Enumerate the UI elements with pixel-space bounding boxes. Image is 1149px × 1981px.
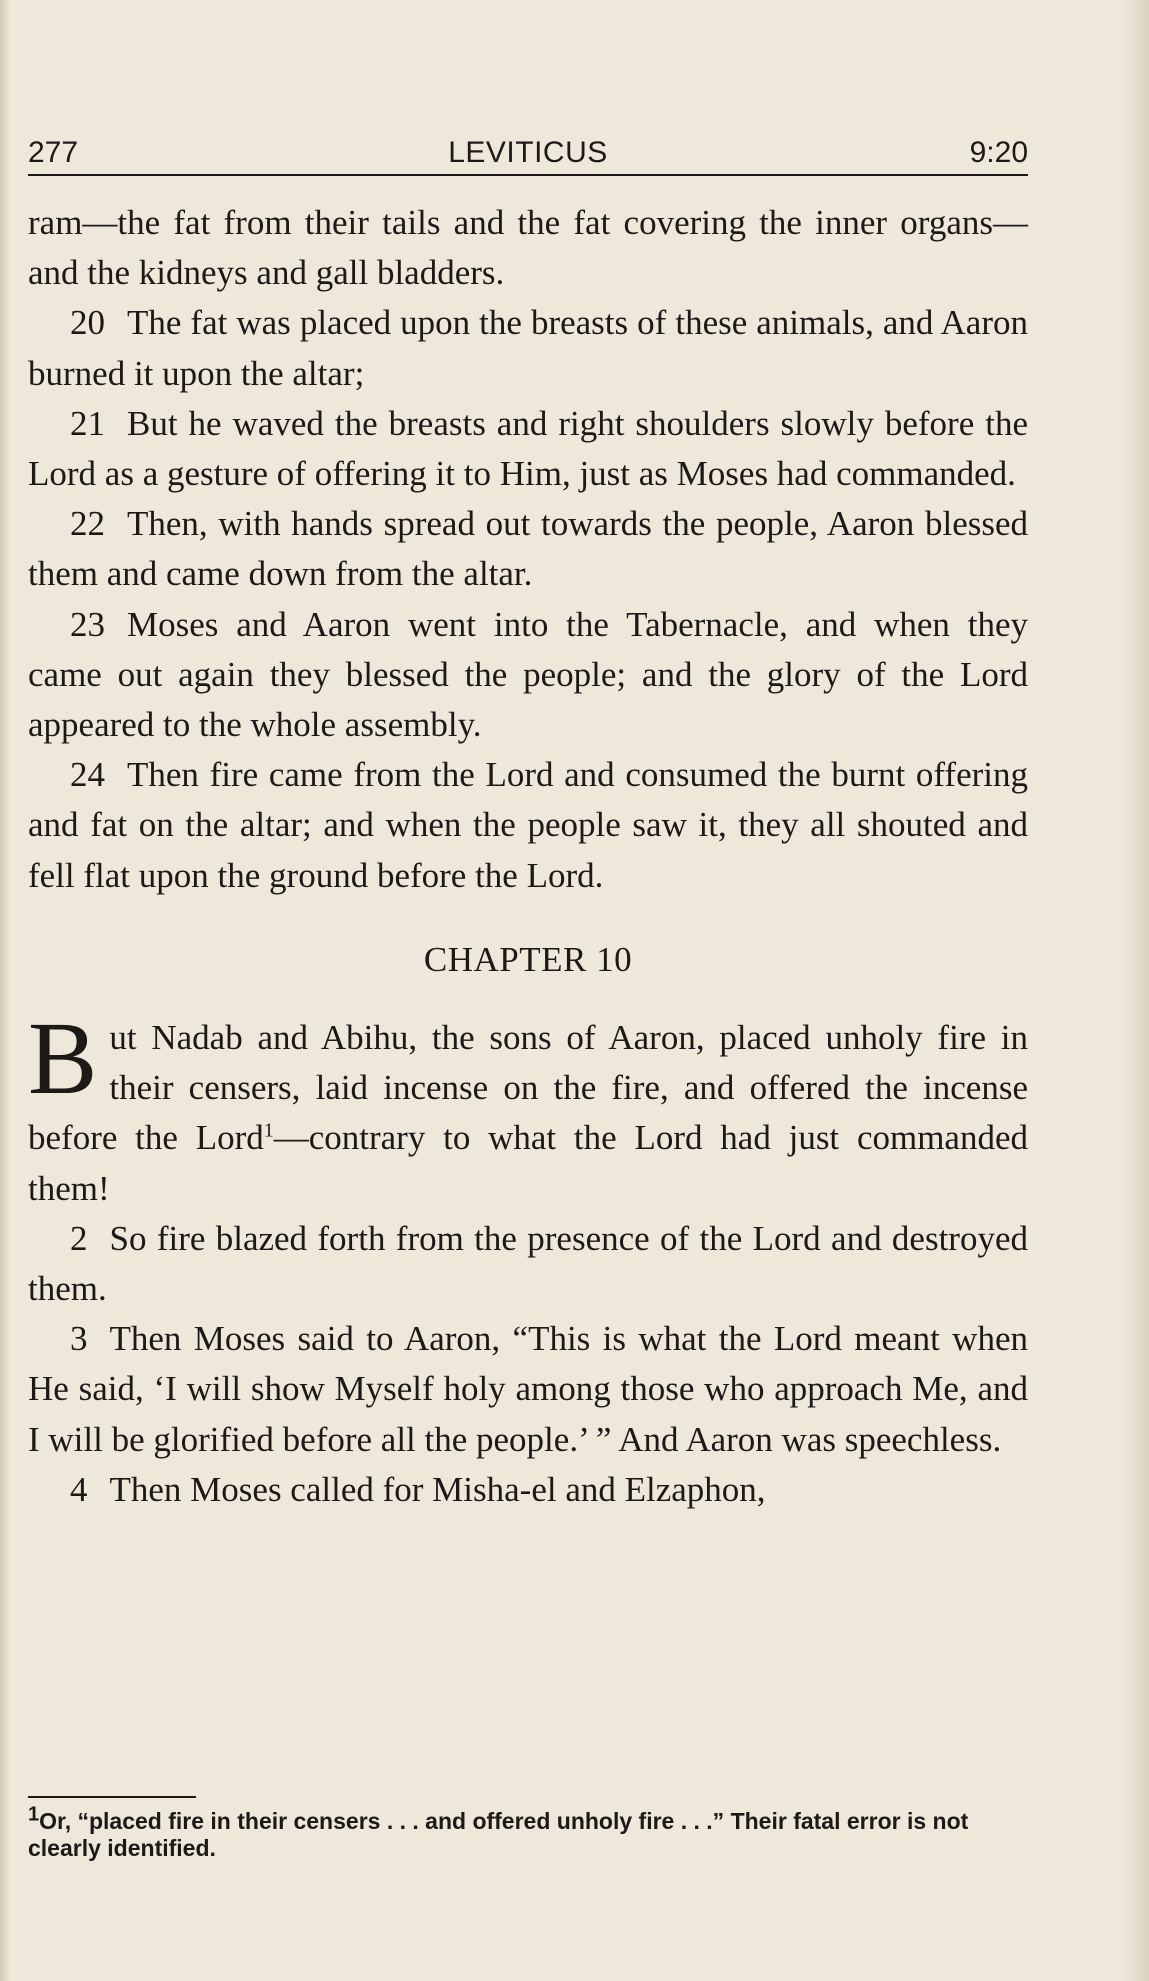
chapter-opening-paragraph <box>28 1001 1028 1214</box>
page-edge-left <box>0 0 10 1981</box>
continuation-paragraph: ram—the fat from their tails and the fat covering the inner organs—and the kidneys and gall bladders. <box>28 203 1028 293</box>
verse-number: 20 <box>70 303 105 343</box>
verse-paragraph <box>28 1214 1028 1314</box>
page-edge-right <box>1123 0 1149 1981</box>
verse-number: 24 <box>70 755 105 795</box>
verse-text: So fire blazed forth from the presence of the Lord and destroyed them. <box>28 1218 1028 1309</box>
verse-text: Then fire came from the Lord and consumed the burnt offering and fat on the altar; and when the people saw it, they all shouted and fell flat upon the ground before the Lord. <box>28 755 1028 895</box>
verse-number: 22 <box>70 504 105 544</box>
verse-text: The fat was placed upon the breasts of these animals, and Aaron burned it upon the altar; <box>28 303 1028 393</box>
verse-text: ut Nadab and Abihu, the sons of Aaron, placed unholy fire in their censers, laid incense on the fire, and offered the incense before the Lord <box>28 1018 1028 1158</box>
verse-paragraph <box>28 298 1028 398</box>
footnote-marker: 1 <box>263 1119 274 1142</box>
book-title: LEVITICUS <box>448 136 608 169</box>
verse-text: —contrary to what the Lord had just commanded them! <box>28 1118 1028 1208</box>
verse-text: Then Moses called for Misha-el and Elzaphon, <box>109 1469 766 1509</box>
verse-paragraph <box>28 600 1028 751</box>
drop-cap: B <box>28 1001 98 1117</box>
footnote <box>28 1803 1028 1862</box>
verse-number: 21 <box>70 403 105 443</box>
verse-paragraph <box>28 1314 1028 1465</box>
verse-number: 2 <box>70 1218 88 1258</box>
verse-text: Then Moses said to Aaron, “This is what the Lord meant when He said, ‘I will show Myself holy among those who approach Me, and I will be glorified before all the people.’ ” And Aaron was speechless. <box>28 1319 1028 1459</box>
footnote-number: 1 <box>28 1803 40 1826</box>
verse-number: 4 <box>70 1469 88 1509</box>
verse-paragraph <box>28 750 1028 901</box>
verse-number: 23 <box>70 604 105 644</box>
verse-number: 3 <box>70 1319 88 1359</box>
chapter-verse-reference: 9:20 <box>969 136 1028 169</box>
verse-paragraph <box>28 399 1028 499</box>
running-header <box>28 132 1028 176</box>
page-number: 277 <box>28 136 79 169</box>
chapter-heading: CHAPTER 10 <box>423 939 633 979</box>
verse-paragraph <box>28 1465 1028 1515</box>
footnote-divider <box>28 1796 196 1798</box>
verse-text: But he waved the breasts and right shoulders slowly before the Lord as a gesture of offering it to Him, just as Moses had commanded. <box>28 403 1028 494</box>
verse-text: Then, with hands spread out towards the people, Aaron blessed them and came down from the altar. <box>28 504 1028 594</box>
footnote-text: Or, “placed fire in their censers . . . and offered unholy fire . . .” Their fatal error is not clearly identified. <box>28 1808 969 1861</box>
verse-paragraph <box>28 499 1028 599</box>
verse-text: Moses and Aaron went into the Tabernacle, and when they came out again they blessed the people; and the glory of the Lord appeared to the whole assembly. <box>28 604 1028 745</box>
body-text <box>28 198 1028 1515</box>
